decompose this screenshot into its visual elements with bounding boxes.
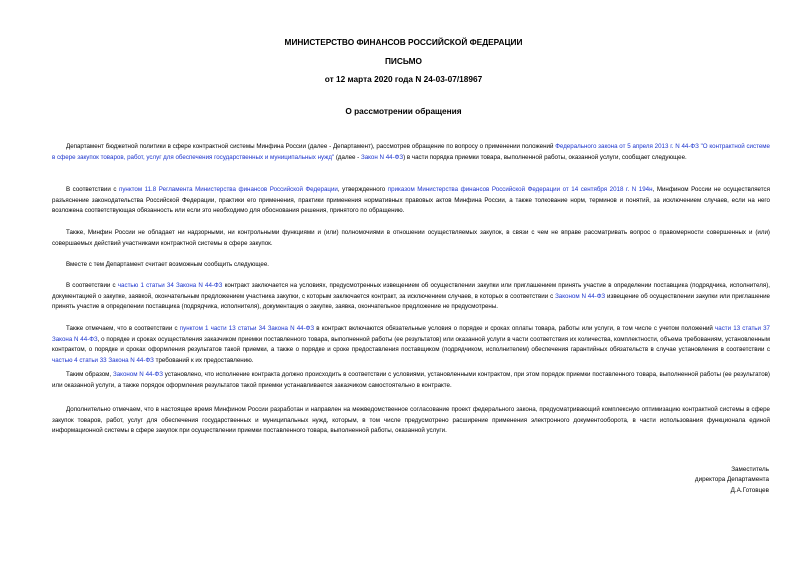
law-44fz-link[interactable]: Законом N 44-ФЗ	[555, 292, 606, 300]
signature-block	[569, 465, 769, 496]
paragraph-3	[52, 228, 770, 249]
paragraph-text: в контракт включаются обязательные условия о порядке и сроках оплаты товара, работы или услуги, в том числе с учетом положений	[314, 325, 716, 332]
paragraph-text: Дополнительно отмечаем, что в настоящее время Минфином России разработан и направлен на межведомственное согласование проект федерального закона, предусматривающий комплексную оптимизацию контрактной системы в сфере закупок товаров, работ, услуг для обеспечения государственных и муниципальных нужд, которым, в том числе предусмотрено расширение применения электронного документооборота, в части использования функционала единой информационной системы в сфере закупок при осуществлении приемки поставленного товара, выполненной работы, оказанной услуги.	[52, 406, 770, 435]
paragraph-8	[52, 405, 770, 437]
document-type: ПИСЬМО	[384, 56, 423, 66]
paragraph-7	[52, 370, 770, 391]
paragraph-text: В соответствии с	[66, 186, 119, 193]
paragraph-text: Департамент бюджетной политики в сфере контрактной системы Минфина России (далее - Департамент), рассмотрев обращение по вопросу о применении положений	[66, 143, 556, 150]
law-44fz-link[interactable]: Закон N 44-ФЗ	[360, 153, 404, 161]
paragraph-text: , о порядке и сроках осуществления заказчиком приемки поставленного товара, выполненной работы (ее результатов) или оказанной услуги в части соответствия их количества, комплектности, объема требованиям, установленным контрактом, о порядке и сроках оформления результатов такой приемки, а также о порядке и сроке предоставления поставщиком (подрядчиком, исполнителем) обеспечения гарантийных обязательств в случае установления в соответствии с	[52, 335, 771, 354]
paragraph-text: контракт заключается на условиях, предусмотренных извещением об осуществлении закупки или приглашением принять участие в определении поставщика (подрядчика, исполнителя), документацией о закупке, заявкой, окончательным предложением участника закупки, с которым заключается контракт, за исключением случаев, в которых в соответствии с	[52, 282, 770, 300]
paragraph-text: Также, Минфин России не обладает ни надзорными, ни контрольными функциями и (или) полномочиями в отношении осуществляемых закупок, в связи с чем не вправе рассматривать вопрос о правомерности совершенных и (или) совершаемых действий участниками контрактной системы в сфере закупок.	[52, 229, 770, 247]
paragraph-text: Таким образом,	[66, 371, 113, 378]
paragraph-text: Вместе с тем Департамент считает возможным сообщить следующее.	[66, 261, 269, 268]
paragraph-text: извещение об осуществлении закупки или приглашение принять участие в определении поставщика (подрядчика, исполнителя), документация о закупке, заявка, окончательное предложение не предусмотрены.	[52, 292, 770, 311]
federal-law-44fz-link[interactable]: Федерального закона от 5 апреля 2013 г. N 44-ФЗ "О контрактной системе в сфере закупок товаров, работ, услуг для обеспечения государственных и муниципальных нужд"	[52, 143, 771, 161]
paragraph-text: , Минфином России не осуществляется разъяснение законодательства Российской Федерации, практики его применения, практики применения нормативных правовых актов Минфина России, а также толкование норм, терминов и понятий, за исключением случаев, если на него возложена соответствующая обязанность или если это необходимо для обоснования решения, принятого по обращению.	[52, 186, 771, 215]
paragraph-4	[52, 260, 770, 271]
paragraph-text: (далее -	[334, 153, 361, 161]
paragraph-text: Также отмечаем, что в соответствии с	[66, 325, 180, 332]
paragraph-text: , утвержденного	[337, 186, 388, 193]
regulation-point-11-8-link[interactable]: пунктом 11.8 Регламента Министерства финансов Российской Федерации	[118, 186, 338, 193]
paragraph-text: требований к их предоставлению.	[153, 357, 254, 365]
paragraph-1	[52, 142, 770, 163]
paragraph-text: установлено, что исполнение контракта должно происходить в соответствии с условиями, установленными контрактом, при этом порядок приемки поставленного товара, выполненной работы (ее результатов) или оказанной услуги, а также порядок оформления результатов такой приемки устанавливается заказчиком самостоятельно в контракте.	[52, 371, 770, 389]
signature-position: Заместитель	[731, 466, 769, 473]
article-33-part-4-link[interactable]: частью 4 статьи 33 Закона N 44-ФЗ	[52, 357, 154, 365]
paragraph-6	[52, 324, 770, 367]
signature-department: директора Департамента	[694, 476, 769, 484]
ministry-heading: МИНИСТЕРСТВО ФИНАНСОВ РОССИЙСКОЙ ФЕДЕРАЦИИ	[284, 37, 523, 47]
signature-name: Д.А.Готовцев	[730, 486, 769, 494]
paragraph-text: В соответствии с	[66, 282, 118, 289]
paragraph-2	[52, 185, 770, 217]
paragraph-5	[52, 281, 770, 313]
law-44fz-link[interactable]: Законом N 44-ФЗ	[112, 371, 163, 378]
article-34-part-13-link[interactable]: пунктом 1 части 13 статьи 34 Закона N 44-ФЗ	[179, 325, 315, 332]
article-37-part-13-link[interactable]: части 13 статьи 37 Закона N 44-ФЗ	[52, 325, 770, 343]
article-34-part-1-link[interactable]: частью 1 статьи 34 Закона N 44-ФЗ	[117, 282, 223, 289]
paragraph-text: ) в части порядка приемки товара, выполненной работы, оказанной услуги, сообщает следующее.	[403, 153, 687, 161]
document-subject: О рассмотрении обращения	[345, 106, 462, 116]
order-194n-link[interactable]: приказом Министерства финансов Российской Федерации от 14 сентября 2018 г. N 194н	[387, 186, 653, 193]
document-date-number: от 12 марта 2020 года N 24-03-07/18967	[324, 74, 483, 84]
